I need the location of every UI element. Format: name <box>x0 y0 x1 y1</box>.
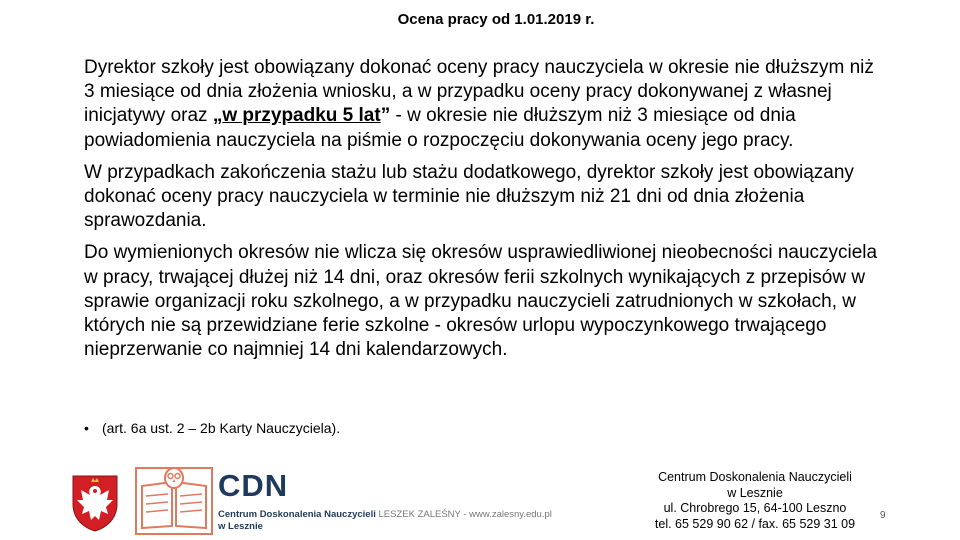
quote-open: „ <box>212 105 223 127</box>
cdn-logo-caption <box>218 509 552 520</box>
paragraph-1 <box>84 56 884 153</box>
cdn-logo-name: Centrum Doskonalenia Nauczycieli <box>218 509 376 520</box>
address-line: w Lesznie <box>727 485 783 500</box>
paragraph-1-end: - w okresie nie dłuższym niż 3 miesiące od dnia powiadomienia nauczyciela na piśmie o rozpoczęciu dokonywania oceny jego pracy. <box>84 105 796 151</box>
address-line: tel. 65 529 90 62 / fax. 65 529 31 09 <box>654 516 856 531</box>
paragraph-3: Do wymienionych okresów nie wlicza się okresów usprawiedliwionej nieobecności nauczyciela w pracy, trwającej dłużej niż 14 dni, oraz okresów ferii szkolnych wynikających z przepisów w sprawie organizacji roku szkolnego, a w przypadku nauczycieli zatrudnionych w szkołach, w których nie są przewidziane ferie szkolne - okresów urlopu wypoczynkowego trwającego nieprzerwanie co najmniej 14 dni kalendarzowych. <box>84 242 878 361</box>
cdn-logo-author: LESZEK ZALEŚNY - www.zalesny.edu.pl <box>375 509 552 520</box>
address-line: ul. Chrobrego 15, 64-100 Leszno <box>663 501 847 516</box>
bullet-marker: • <box>84 420 89 436</box>
cdn-book-owl-icon <box>134 464 214 538</box>
address-line: Centrum Doskonalenia Nauczycieli <box>658 470 852 484</box>
coat-of-arms-icon <box>71 474 119 532</box>
bullet-item <box>84 420 340 436</box>
page-title: Ocena pracy od 1.01.2019 r. <box>397 11 595 28</box>
emphasis-underlined: w przypadku 5 lat <box>222 105 381 127</box>
address-block <box>630 470 880 532</box>
paragraph-1-emphasis <box>213 105 390 126</box>
cdn-logo-city: w Lesznie <box>218 521 263 532</box>
main-content <box>84 56 884 370</box>
paragraph-1-start: Dyrektor szkoły jest obowiązany dokonać oceny pracy nauczyciela w okresie nie dłuższym niż 3 miesiące od dnia złożenia wniosku, a w przypadku oceny pracy dokonywanej z własnej inicjatywy oraz <box>84 57 874 127</box>
bullet-text: (art. 6a ust. 2 – 2b Karty Nauczyciela). <box>102 420 341 436</box>
cdn-logo-text: CDN <box>218 468 289 503</box>
paragraph-2: W przypadkach zakończenia stażu lub stażu dodatkowego, dyrektor szkoły jest obowiązany dokonać oceny pracy nauczyciela w terminie nie dłuższym niż 21 dni od dnia złożenia sprawozdania. <box>84 161 854 232</box>
page-number: 9 <box>880 510 886 521</box>
footer <box>0 460 960 540</box>
quote-close: ” <box>380 105 391 127</box>
